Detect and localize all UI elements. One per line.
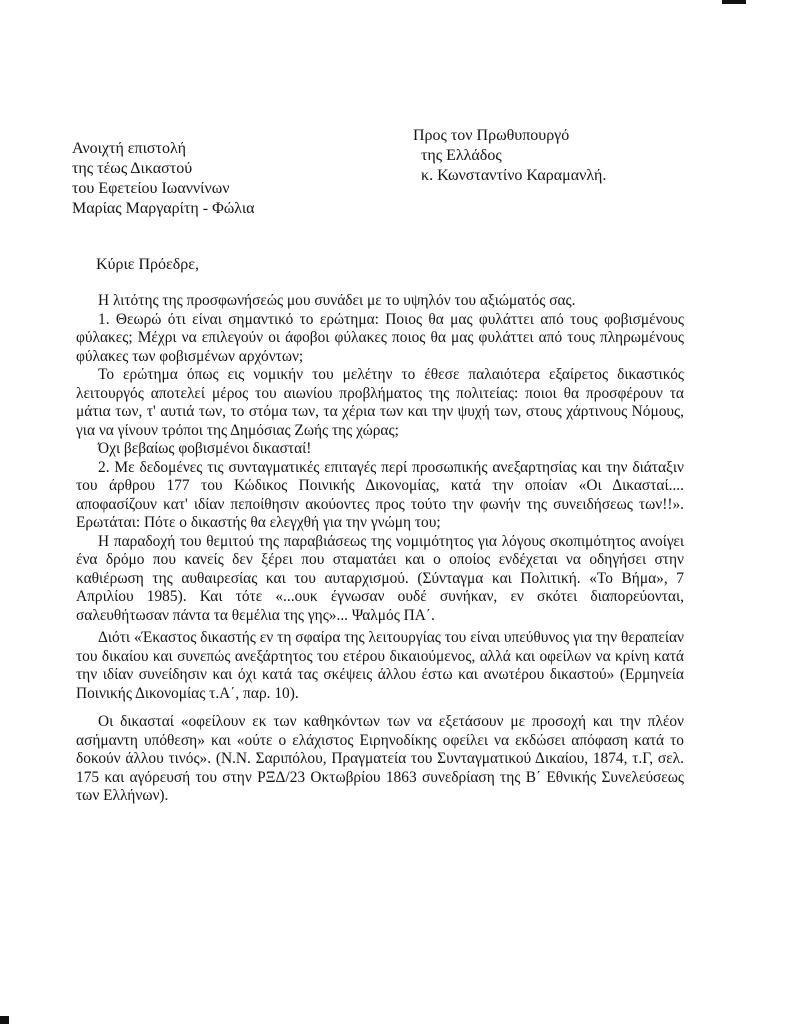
paragraph: 2. Με δεδομένες τις συνταγματικές επιταγές περί προσωπικής ανεξαρτησίας και την διάταξιν του άρθρου 177 του Κώδικος Ποινικής Δικονομίας, κατά την οποίαν «Οι Δικασταί.... αποφασίζουν κατ' ιδίαν πεποίθησιν ακούοντες προς τούτο την φωνήν της συνειδήσεως των!!». Ερωτάται: Πότε ο δικαστής θα ελεγχθή για την γνώμη του; [76, 458, 684, 531]
sender-line: της τέως Δικαστού [72, 160, 193, 177]
paragraph: Η παραδοχή του θεμιτού της παραβιάσεως της νομιμότητος για λόγους σκοπιμότητος ανοίγει ένα δρόμο που κανείς δεν ξέρει που σταματάει και ο οποίος ενδέχεται να οδηγήσει στην καθιέρωση της αυθαιρεσίας και του αυταρχισμού. (Σύνταγμα και Πολιτική. «Το Βήμα», 7 Απριλίου 1985). Και τότε «...ουκ έγνωσαν ουδέ συνήκαν, εν σκότει διαπορεύονται, σαλευθήτωσαν πάντα τα θεμέλια της γης»... Ψαλμός ΠΑ΄. [76, 532, 684, 624]
sender-line: Ανοιχτή επιστολή [72, 140, 186, 157]
paragraph: Η λιτότης της προσφωνήσεώς μου συνάδει με το υψηλόν του αξιώματός σας. [98, 292, 576, 309]
recipient-line: Προς τον Πρωθυπουργό [413, 127, 570, 144]
paragraph: 1. Θεωρώ ότι είναι σημαντικό το ερώτημα: Ποιος θα μας φυλάττει από τους φοβισμένους φύλακες; Μέχρι να επιλεγούν οι άφοβοι φύλακες ποιος θα μας φυλάττει από τους πληρωμένους φύλακες των φοβισμένων αρχόντων; [76, 310, 684, 365]
paragraph: Όχι βεβαίως φοβισμένοι δικασταί! [98, 440, 312, 457]
recipient-block [413, 126, 606, 186]
recipient-line: της Ελλάδος [421, 147, 502, 164]
scan-mark [0, 1016, 9, 1024]
scan-mark [722, 0, 746, 4]
letter-body [76, 292, 684, 806]
paragraph: Το ερώτημα όπως εις νομικήν του μελέτην το έθεσε παλαιότερα εξαίρετος δικαστικός λειτουργός αποτελεί μέρος του αιωνίου προβλήματος της πολιτείας: ποιοι θα προσφέρουν τα μάτια των, τ' αυτιά των, το στόμα των, τα χέρια των και την ψυχή των, στους χάρτινους Νόμους, για να γίνουν τρόποι της Δημόσιας Ζωής της χώρας; [76, 366, 684, 439]
sender-block [72, 139, 255, 219]
recipient-line: κ. Κωνσταντίνο Καραμανλή. [421, 167, 607, 184]
sender-line: Μαρίας Μαργαρίτη - Φώλια [72, 200, 255, 217]
sender-line: του Εφετείου Ιωαννίνων [72, 180, 230, 197]
paragraph: Διότι «Έκαστος δικαστής εν τη σφαίρα της λειτουργίας του είναι υπεύθυνος για την θεραπείαν του δικαίου και συνεπώς ανεξάρτητος του ετέρου δικαιούμενος, αλλά και οφείλων να κρίνη κατά την ιδίαν συνείδησιν και όχι κατά τας σκέψεις άλλου έστω και ανωτέρου δικαστού» (Ερμηνεία Ποινικής Δικονομίας τ.Α΄, παρ. 10). [76, 629, 684, 702]
paragraph: Οι δικασταί «οφείλουν εκ των καθηκόντων των να εξετάσουν με προσοχή και την πλέον ασήμαντη υπόθεση» και «ούτε ο ελάχιστος Ειρηνοδίκης οφείλει να εκδώσει απόφαση κατά το δοκούν άλλου τινός». (Ν.Ν. Σαριπόλου, Πραγματεία του Συνταγματικού Δικαίου, 1874, τ.Γ, σελ. 175 και αγόρευσή του στην ΡΞΔ/23 Οκτωβρίου 1863 συνεδρίαση της Β΄ Εθνικής Συνελεύσεως των Ελλήνων). [76, 713, 684, 804]
salutation: Κύριε Πρόεδρε, [96, 256, 199, 273]
